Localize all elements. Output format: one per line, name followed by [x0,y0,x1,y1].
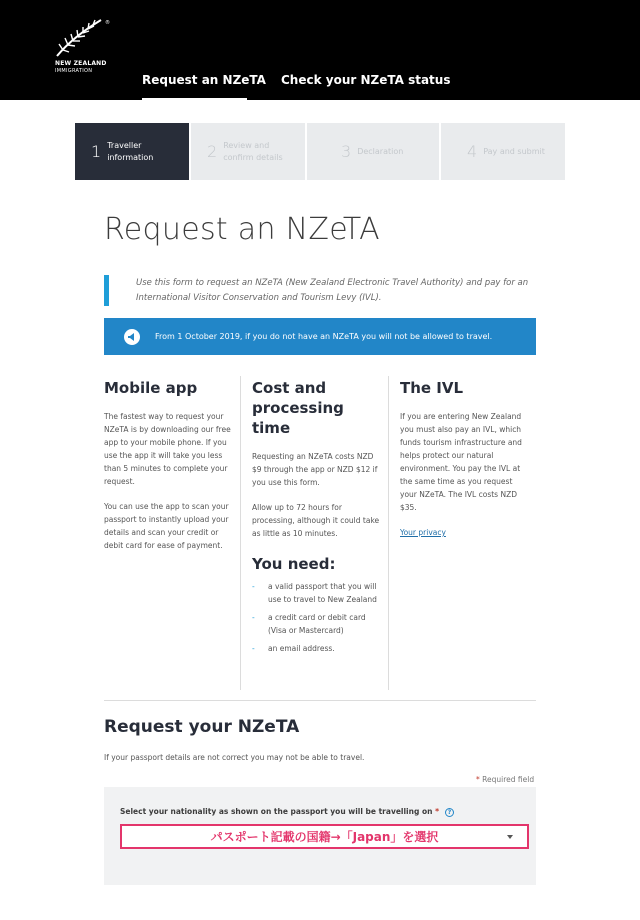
help-icon[interactable]: ? [445,808,454,817]
ivl-section [400,378,530,539]
nz-immigration-logo[interactable] [55,18,115,78]
nationality-label-text: Select your nationality as shown on the passport you will be travelling on [120,807,433,816]
site-header [0,0,640,100]
list-item-text: an email address. [268,644,335,653]
list-bullet: - [252,582,255,591]
mobile-app-heading: Mobile app [104,379,198,397]
progress-steps [75,123,565,180]
step-traveller-information [75,123,189,180]
privacy-link[interactable]: Your privacy [400,528,446,537]
needs-list [252,580,382,655]
nationality-label [120,807,454,817]
step-number: 2 [207,142,218,161]
cost-paragraph: Requesting an NZeTA costs NZD $9 through the app or NZD $12 if you use this form. [252,452,378,487]
required-star: * [476,775,480,784]
list-item [252,642,382,655]
nationality-field-group [104,787,536,885]
mobile-app-section [104,378,234,552]
ivl-heading: The IVL [400,379,464,397]
list-bullet: - [252,644,255,653]
step-label: Declaration [357,146,404,156]
step-number: 4 [467,142,478,161]
alert-text: From 1 October 2019, if you do not have an NZeTA you will not be allowed to travel. [155,332,493,341]
nationality-select[interactable] [120,824,529,849]
ivl-paragraph: If you are entering New Zealand you must also pay an IVL, which funds tourism infrastructure and helps protect our natural environment. You pay the IVL at the same time as you request your NZeTA. The IVL costs NZD $35. [400,412,522,512]
cost-heading: Cost and processing time [252,379,344,437]
intro-accent-bar [104,275,109,306]
step-label: Traveller information [107,140,154,162]
nav-request-nzeta[interactable]: Request an NZeTA [142,73,266,87]
column-divider [388,376,389,690]
required-text: Required field [479,775,535,784]
nationality-annotation: パスポート記載の国籍→「Japan」を選択 [210,830,439,844]
megaphone-icon [124,329,140,345]
alert-banner [104,318,536,355]
list-item-text: a credit card or debit card (Visa or Mastercard) [268,613,366,635]
you-need-heading: You need: [252,555,336,573]
list-bullet: - [252,613,255,622]
column-divider [240,376,241,690]
step-number: 1 [91,142,102,161]
step-label: Review and confirm details [223,140,283,162]
processing-paragraph: Allow up to 72 hours for processing, although it could take as little as 10 minutes. [252,503,380,538]
logo-text-secondary: IMMIGRATION [55,68,93,74]
registered-mark: ® [105,20,110,26]
required-field-note [476,775,534,784]
mobile-app-paragraph: The fastest way to request your NZeTA is by downloading our free app to your mobile phone. If you use the app it will take you less than 5 minutes to complete your request. [104,412,231,486]
logo-text-primary: NEW ZEALAND [55,60,107,67]
request-heading: Request your NZeTA [104,717,300,737]
request-subtitle: If your passport details are not correct you may not be able to travel. [104,753,365,762]
list-item-text: a valid passport that you will use to travel to New Zealand [268,582,377,604]
list-item [252,580,382,606]
step-declaration [307,123,439,180]
chevron-down-icon [507,835,513,839]
step-label: Pay and submit [483,146,545,156]
page-title: Request an NZeTA [104,212,381,247]
nav-active-indicator [142,98,247,101]
step-pay-submit [441,123,565,180]
intro-text: Use this form to request an NZeTA (New Zealand Electronic Travel Authority) and pay for an International Visitor Conservation and Tourism Levy (IVL). [136,278,529,303]
required-star: * [432,807,439,816]
step-number: 3 [341,142,352,161]
silver-fern-icon [55,18,105,58]
cost-section [252,378,382,660]
step-review-confirm [191,123,305,180]
nav-check-status[interactable]: Check your NZeTA status [281,73,451,87]
section-divider [104,700,536,701]
list-item [252,611,382,637]
mobile-app-paragraph: You can use the app to scan your passport to instantly upload your details and scan your credit or debit card for ease of payment. [104,502,229,550]
